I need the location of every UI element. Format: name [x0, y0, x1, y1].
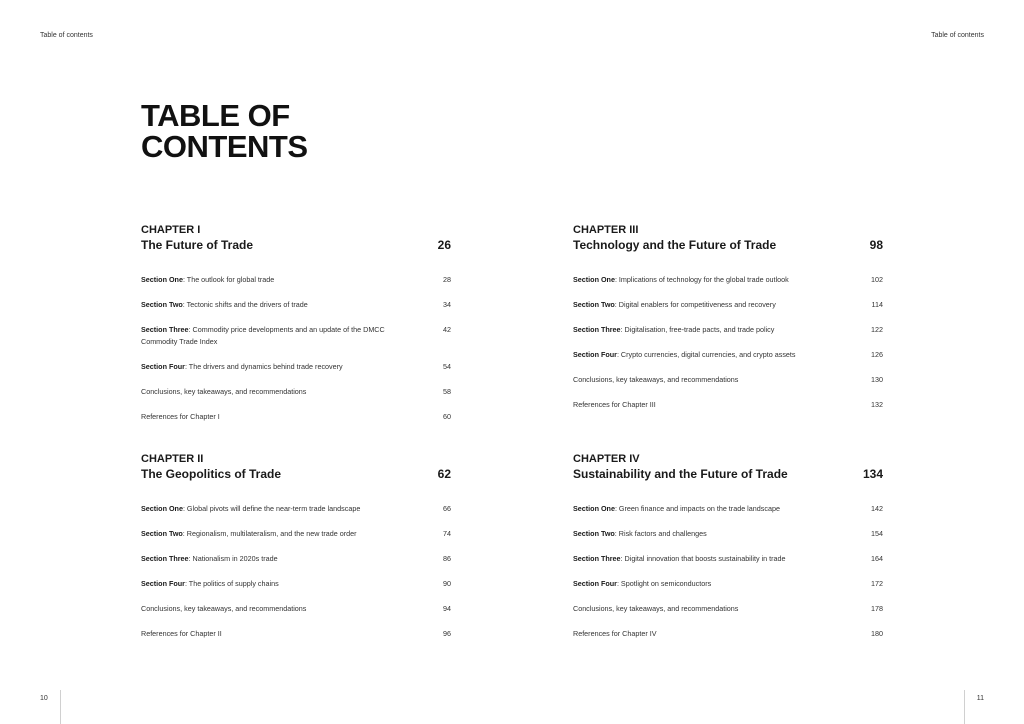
toc-entry-section: Section One	[573, 504, 615, 513]
toc-entry-list	[573, 503, 883, 640]
toc-entry-page: 54	[443, 362, 451, 371]
toc-entry-label	[573, 349, 853, 361]
chapter-page-number: 62	[437, 467, 451, 481]
toc-entry[interactable]	[141, 528, 451, 540]
toc-entry-title: : The outlook for global trade	[182, 275, 275, 284]
toc-entry-page: 34	[443, 300, 451, 309]
toc-entry-page: 42	[443, 325, 451, 334]
toc-entry-title: References for Chapter II	[141, 629, 222, 638]
toc-entry-page: 114	[871, 300, 883, 309]
chapter-3	[573, 223, 883, 424]
toc-entry[interactable]	[573, 274, 883, 286]
toc-entry-title: : Regionalism, multilateralism, and the new trade order	[182, 529, 357, 538]
toc-entry-title: : Crypto currencies, digital currencies, and crypto assets	[616, 350, 796, 359]
toc-entry-section: Section One	[141, 504, 183, 513]
page-title: TABLE OF CONTENTS	[141, 98, 308, 164]
toc-entry-label	[573, 603, 823, 615]
toc-entry-section: Section Three	[573, 325, 621, 334]
toc-entry-page: 126	[871, 350, 883, 359]
toc-entry-label	[573, 628, 823, 640]
chapter-title[interactable]: The Future of Trade	[141, 238, 254, 252]
chapter-2	[141, 452, 451, 653]
chapter-heading[interactable]	[141, 237, 451, 253]
chapter-label: CHAPTER III	[573, 224, 639, 236]
chapter-title[interactable]: Technology and the Future of Trade	[573, 238, 777, 252]
toc-entry-section: Section Four	[141, 579, 185, 588]
toc-entry-label	[141, 628, 391, 640]
chapter-page-number: 98	[869, 238, 883, 252]
toc-entry-label	[141, 411, 391, 423]
toc-entry-section: Section Three	[141, 325, 189, 334]
toc-entry-section: Section Two	[141, 529, 183, 538]
toc-entry-title: : Implications of technology for the global trade outlook	[614, 275, 789, 284]
toc-entry[interactable]	[573, 399, 883, 411]
toc-entry-title: : Tectonic shifts and the drivers of trade	[182, 300, 308, 309]
toc-entry-title: References for Chapter IV	[573, 629, 657, 638]
toc-entry-title: : Digital innovation that boosts sustainability in trade	[620, 554, 786, 563]
toc-entry[interactable]	[141, 361, 451, 373]
toc-entry-label	[573, 578, 823, 590]
toc-entry-page: 130	[871, 375, 883, 384]
chapter-label: CHAPTER IV	[573, 453, 640, 465]
toc-entry-title: : Green finance and impacts on the trade landscape	[614, 504, 780, 513]
chapter-1	[141, 223, 451, 436]
toc-entry-section: Section Two	[573, 529, 615, 538]
toc-entry-page: 74	[443, 529, 451, 538]
toc-entry[interactable]	[141, 503, 451, 515]
toc-entry-title: : Nationalism in 2020s trade	[188, 554, 278, 563]
running-head-right: Table of contents	[931, 32, 984, 39]
toc-entry-page: 172	[871, 579, 883, 588]
toc-entry[interactable]	[141, 324, 451, 348]
toc-entry-section: Section Four	[573, 350, 617, 359]
toc-entry-page: 58	[443, 387, 451, 396]
toc-entry-label	[573, 299, 823, 311]
toc-entry-page: 86	[443, 554, 451, 563]
toc-entry[interactable]	[573, 553, 883, 565]
chapter-4	[573, 452, 883, 653]
folio-divider-left	[60, 690, 61, 724]
toc-entry-label	[573, 553, 823, 565]
toc-entry[interactable]	[573, 503, 883, 515]
toc-entry-label	[141, 361, 391, 373]
toc-entry-section: Section Two	[141, 300, 183, 309]
toc-entry-page: 94	[443, 604, 451, 613]
toc-entry-title: Conclusions, key takeaways, and recommendations	[141, 387, 307, 396]
toc-entry-label	[141, 324, 391, 348]
toc-entry-page: 60	[443, 412, 451, 421]
toc-entry-section: Section Two	[573, 300, 615, 309]
toc-entry-section: Section Four	[573, 579, 617, 588]
toc-entry[interactable]	[573, 324, 883, 336]
toc-entry[interactable]	[573, 578, 883, 590]
toc-entry[interactable]	[141, 603, 451, 615]
toc-entry-label	[573, 399, 823, 411]
toc-entry-label	[141, 578, 391, 590]
toc-entry-title: : Risk factors and challenges	[614, 529, 707, 538]
toc-entry[interactable]	[141, 553, 451, 565]
toc-entry-page: 164	[871, 554, 883, 563]
toc-entry[interactable]	[573, 603, 883, 615]
chapter-heading[interactable]	[141, 466, 451, 482]
toc-entry-page: 132	[871, 400, 883, 409]
toc-entry[interactable]	[573, 528, 883, 540]
chapter-page-number: 134	[862, 467, 883, 481]
toc-entry-page: 28	[443, 275, 451, 284]
toc-entry[interactable]	[573, 628, 883, 640]
toc-entry-page: 178	[871, 604, 883, 613]
running-head-left: Table of contents	[40, 32, 93, 39]
toc-entry-title: References for Chapter I	[141, 412, 220, 421]
toc-entry-label	[141, 299, 391, 311]
toc-entry-title: : The politics of supply chains	[184, 579, 279, 588]
toc-entry-section: Section One	[141, 275, 183, 284]
toc-entry-title: : The drivers and dynamics behind trade recovery	[184, 362, 343, 371]
toc-entry-label	[573, 528, 823, 540]
chapter-title[interactable]: The Geopolitics of Trade	[141, 467, 282, 481]
toc-entry-label	[141, 503, 391, 515]
toc-entry[interactable]	[141, 411, 451, 423]
toc-entry-label	[141, 528, 391, 540]
page-number-right: 11	[976, 695, 984, 702]
toc-entry-label	[573, 374, 823, 386]
toc-entry-title: References for Chapter III	[573, 400, 656, 409]
toc-entry[interactable]	[141, 628, 451, 640]
chapter-heading[interactable]	[573, 237, 883, 253]
toc-entry-title: : Commodity price developments and an update of the DMCC Commodity Trade Index	[141, 325, 385, 346]
toc-entry-page: 154	[871, 529, 883, 538]
toc-entry-label	[141, 274, 391, 286]
toc-entry-title: Conclusions, key takeaways, and recommendations	[573, 375, 739, 384]
toc-entry-page: 66	[443, 504, 451, 513]
page-number-left: 10	[40, 695, 48, 702]
toc-entry-list	[573, 274, 883, 411]
toc-entry-label	[141, 386, 391, 398]
toc-entry-title: Conclusions, key takeaways, and recommendations	[141, 604, 307, 613]
chapter-heading[interactable]	[573, 466, 883, 482]
toc-entry-label	[573, 503, 823, 515]
chapter-label: CHAPTER I	[141, 224, 201, 236]
toc-entry-list	[141, 503, 451, 640]
chapter-label: CHAPTER II	[141, 453, 204, 465]
toc-entry-page: 142	[871, 504, 883, 513]
toc-entry-page: 180	[871, 629, 883, 638]
toc-entry-page: 96	[443, 629, 451, 638]
toc-entry-title: : Digital enablers for competitiveness and recovery	[614, 300, 776, 309]
toc-entry-label	[573, 274, 798, 286]
toc-entry-page: 90	[443, 579, 451, 588]
folio-divider-right	[964, 690, 965, 724]
toc-entry-title: : Spotlight on semiconductors	[616, 579, 712, 588]
toc-entry-section: Section Three	[573, 554, 621, 563]
toc-entry-list	[141, 274, 451, 423]
toc-entry[interactable]	[573, 349, 883, 361]
chapter-title[interactable]: Sustainability and the Future of Trade	[573, 467, 788, 481]
toc-entry-section: Section Four	[141, 362, 185, 371]
toc-entry[interactable]	[141, 299, 451, 311]
toc-entry[interactable]	[141, 386, 451, 398]
chapter-page-number: 26	[437, 238, 451, 252]
toc-entry-title: : Digitalisation, free-trade pacts, and trade policy	[620, 325, 775, 334]
toc-entry-section: Section One	[573, 275, 615, 284]
toc-entry[interactable]	[573, 374, 883, 386]
toc-entry[interactable]	[573, 299, 883, 311]
toc-entry-title: : Global pivots will define the near-term trade landscape	[182, 504, 361, 513]
toc-entry[interactable]	[141, 274, 451, 286]
toc-entry-label	[573, 324, 823, 336]
toc-entry-page: 102	[871, 275, 883, 284]
toc-entry-title: Conclusions, key takeaways, and recommendations	[573, 604, 739, 613]
toc-entry-page: 122	[871, 325, 883, 334]
toc-entry-label	[141, 603, 391, 615]
toc-entry-label	[141, 553, 391, 565]
toc-entry[interactable]	[141, 578, 451, 590]
toc-entry-section: Section Three	[141, 554, 189, 563]
